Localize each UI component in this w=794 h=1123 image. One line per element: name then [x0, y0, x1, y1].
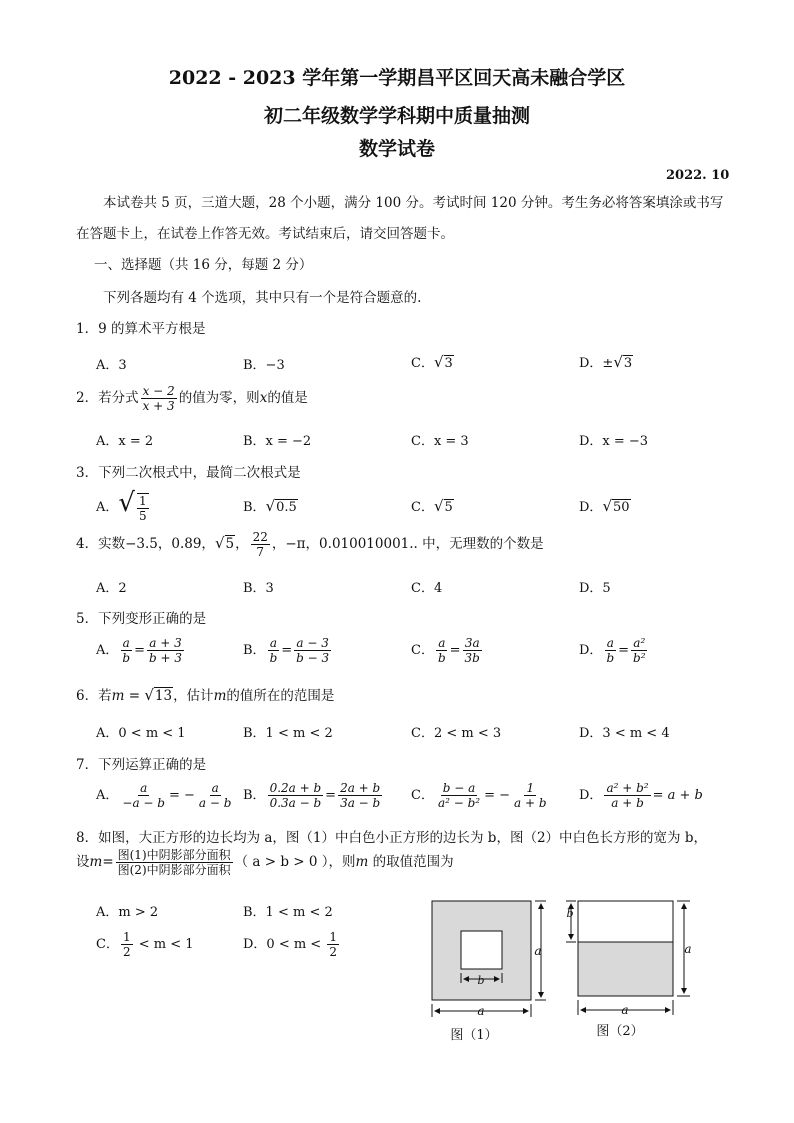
question-2-stem: 2．若分式 $\frac{x - 2}{x + 3}$ 的值为零，则x的值是 [76, 384, 308, 413]
question-1-stem: 1．9 的算术平方根是 [76, 321, 206, 337]
fig2-b-label: b [566, 907, 574, 920]
q8-option-a: A．m > 2 [96, 905, 159, 920]
exam-title-line3: 数学试卷 [358, 138, 435, 160]
q5-option-c: C． $\frac{a}{b}$ = $\frac{3a}{3b}$ [411, 636, 480, 665]
q1-option-c: C．√3 [411, 353, 453, 371]
intro-paragraph-2: 在答题卡上，在试卷上作答无效。考试结束后，请交回答题卡。 [76, 226, 454, 242]
q2-option-d: D．x = −3 [579, 434, 649, 449]
q4-option-b: B．3 [243, 581, 274, 596]
section-title: 一、选择题（共 16 分，每题 2 分） [94, 257, 313, 273]
fig2-white-rectangle [578, 901, 673, 942]
fig2-caption: 图（2） [596, 1024, 644, 1039]
q7-option-a: A． $\frac{a}{-a - b}$ = − $\frac{a}{a - b}$ [96, 781, 232, 810]
q1-option-d: D．±√3 [579, 353, 633, 371]
q6-option-b: B．1 < m < 2 [243, 726, 333, 741]
q8-option-d: D．0 < m < $\frac{1}{2}$ [243, 930, 337, 959]
q4-option-c: C．4 [411, 581, 443, 596]
fig1-a-bottom: a [477, 1004, 485, 1018]
q1-option-b: B．−3 [243, 358, 285, 373]
q3-option-a: A．√ $\frac{1}{5}$ [96, 488, 147, 523]
question-8-line1: 8．如图，大正方形的边长均为 a，图（1）中白色小正方形的边长为 b，图（2）中白色长方形的宽为 b， [76, 830, 707, 846]
q2-option-b: B．x = −2 [243, 434, 312, 449]
question-5-stem: 5．下列变形正确的是 [76, 611, 207, 627]
q3-option-d: D．√50 [579, 497, 630, 515]
question-3-stem: 3．下列二次根式中，最简二次根式是 [76, 465, 301, 481]
q5-option-b: B． $\frac{a}{b}$ = $\frac{a - 3}{b - 3}$ [243, 636, 330, 665]
q3-option-c: C．√5 [411, 497, 453, 515]
q7-option-d: D． $\frac{\text{a² + b²}}{a + b}$ = a + b [579, 781, 703, 810]
exam-date: 2022. 10 [666, 168, 730, 183]
exam-title-line1: 2022 - 2023 学年第一学期昌平区回天高未融合学区 [168, 67, 626, 89]
q8-option-c: C． $\frac{1}{2}$ < m < 1 [96, 930, 194, 959]
section-note: 下列各题均有 4 个选项，其中只有一个是符合题意的. [103, 290, 422, 306]
fig2-a-right: a [684, 942, 692, 956]
fig1-b-label: b [477, 974, 485, 987]
q6-option-c: C．2 < m < 3 [411, 726, 502, 741]
fig1-small-square [461, 931, 502, 969]
question-7-stem: 7．下列运算正确的是 [76, 757, 207, 773]
figure-2 [562, 893, 702, 1051]
q7-option-b: B． $\frac{0.2a + b}{0.3a - b}$ = $\frac{2a + b}{3a - b}$ [243, 781, 381, 810]
q2-option-c: C．x = 3 [411, 434, 469, 449]
exam-title-line2: 初二年级数学学科期中质量抽测 [263, 105, 530, 127]
fig2-a-bottom: a [621, 1003, 629, 1017]
q6-option-d: D．3 < m < 4 [579, 726, 670, 741]
q5-option-a: A． $\frac{a}{b}$ = $\frac{a + 3}{b + 3}$ [96, 636, 182, 665]
q4-option-a: A．2 [96, 581, 127, 596]
question-8-line2: 设m= $\frac{\text{图(1)中阴影部分面积}}{\text{图(2)中阴影部分面积}}$ （ a > b > 0 ），则m 的取值范围为 [76, 848, 454, 877]
question-6-stem: 6．若m = √13，估计m的值所在的范围是 [76, 686, 335, 704]
q6-option-a: A．0 < m < 1 [96, 726, 186, 741]
fig1-a-right: a [534, 944, 542, 958]
q4-option-d: D．5 [579, 581, 611, 596]
q7-option-c: C． $\frac{b - a}{\text{a² − b²}}$ = − $\frac{1}{a + b}$ [411, 781, 547, 810]
q8-option-b: B．1 < m < 2 [243, 905, 333, 920]
q3-option-b: B．√0.5 [243, 497, 297, 515]
q2-option-a: A．x = 2 [96, 434, 154, 449]
q5-option-d: D． $\frac{a}{b}$ = $\frac{\text{a²}}{\text{b²}}$ [579, 636, 646, 665]
question-4-stem: 4．实数−3.5，0.89，√5， $\frac{22}{7}$ ，−π，0.010010001.. 中，无理数的个数是 [76, 530, 544, 559]
figure-1 [424, 893, 556, 1051]
fig1-caption: 图（1） [450, 1028, 498, 1043]
q1-option-a: A．3 [96, 358, 127, 373]
intro-paragraph-1: 本试卷共 5 页，三道大题，28 个小题，满分 100 分。考试时间 120 分钟。考生务必将答案填涂或书写 [103, 195, 724, 211]
